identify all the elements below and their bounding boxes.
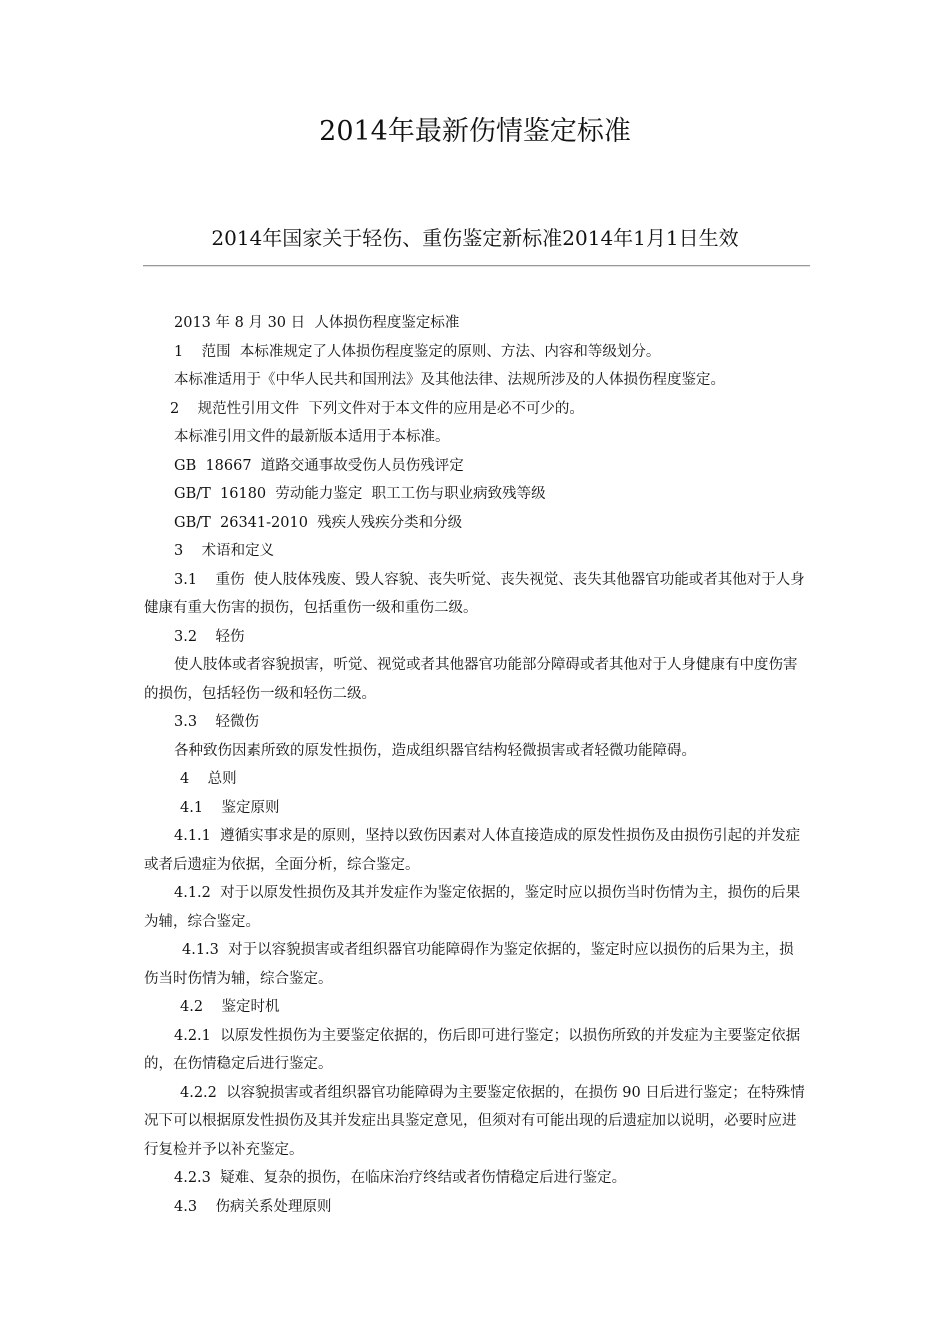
paragraph: 4.1.2 对于以原发性损伤及其并发症作为鉴定依据的，鉴定时应以损伤当时伤情为主，损伤的后果为辅，综合鉴定。 (144, 885, 801, 930)
paragraph: 4 总则 (180, 771, 237, 787)
paragraph: 3 术语和定义 (174, 543, 275, 559)
paragraph: 本标准适用于《中华人民共和国刑法》及其他法律、法规所涉及的人体损伤程度鉴定。 (174, 372, 725, 388)
paragraph: GB 18667 道路交通事故受伤人员伤残评定 (174, 457, 464, 474)
paragraph: 各种致伤因素所致的原发性损伤，造成组织器官结构轻微损害或者轻微功能障碍。 (174, 742, 696, 759)
divider (143, 265, 810, 266)
paragraph: 3.2 轻伤 (174, 628, 245, 645)
paragraph: 使人肢体或者容貌损害，听觉、视觉或者其他器官功能部分障碍或者其他对于人身健康有中度伤害的损伤，包括轻伤一级和轻伤二级。 (144, 657, 798, 702)
paragraph: 4.2 鉴定时机 (180, 999, 280, 1015)
paragraph: 2 规范性引用文件 下列文件对于本文件的应用是必不可少的。 (170, 400, 584, 417)
paragraph: 4.1.3 对于以容貌损害或者组织器官功能障碍作为鉴定依据的，鉴定时应以损伤的后果为主，损伤当时伤情为辅，综合鉴定。 (144, 942, 794, 987)
paragraph: 4.2.2 以容貌损害或者组织器官功能障碍为主要鉴定依据的，在损伤 90 日后进行鉴定；在特殊情况下可以根据原发性损伤及其并发症出具鉴定意见，但须对有可能出现的后遗症加以说明，必要时应进行复检并予以补充鉴定。 (144, 1084, 805, 1158)
paragraph: 4.2.3 疑难、复杂的损伤，在临床治疗终结或者伤情稳定后进行鉴定。 (174, 1170, 627, 1186)
paragraph: 4.1.1 遵循实事求是的原则，坚持以致伤因素对人体直接造成的原发性损伤及由损伤引起的并发症或者后遗症为依据，全面分析，综合鉴定。 (144, 828, 801, 873)
page-title: 2014年最新伤情鉴定标准 (319, 116, 631, 147)
paragraph: 4.1 鉴定原则 (180, 799, 280, 816)
subtitle: 2014年国家关于轻伤、重伤鉴定新标准2014年1月1日生效 (211, 226, 739, 250)
paragraph: GB/T 26341-2010 残疾人残疾分类和分级 (174, 514, 463, 531)
paragraph: GB/T 16180 劳动能力鉴定 职工工伤与职业病致残等级 (174, 486, 546, 502)
paragraph: 4.2.1 以原发性损伤为主要鉴定依据的，伤后即可进行鉴定；以损伤所致的并发症为主要鉴定依据的，在伤情稳定后进行鉴定。 (144, 1027, 801, 1072)
paragraph: 4.3 伤病关系处理原则 (174, 1198, 332, 1215)
body-text (144, 309, 808, 1221)
paragraph: 2013 年 8 月 30 日 人体损伤程度鉴定标准 (174, 315, 460, 331)
paragraph: 3.3 轻微伤 (174, 714, 259, 730)
paragraph: 1 范围 本标准规定了人体损伤程度鉴定的原则、方法、内容和等级划分。 (174, 343, 661, 360)
paragraph: 本标准引用文件的最新版本适用于本标准。 (174, 429, 450, 445)
paragraph: 3.1 重伤 使人肢体残废、毁人容貌、丧失听觉、丧失视觉、丧失其他器官功能或者其他对于人身健康有重大伤害的损伤，包括重伤一级和重伤二级。 (144, 571, 805, 616)
